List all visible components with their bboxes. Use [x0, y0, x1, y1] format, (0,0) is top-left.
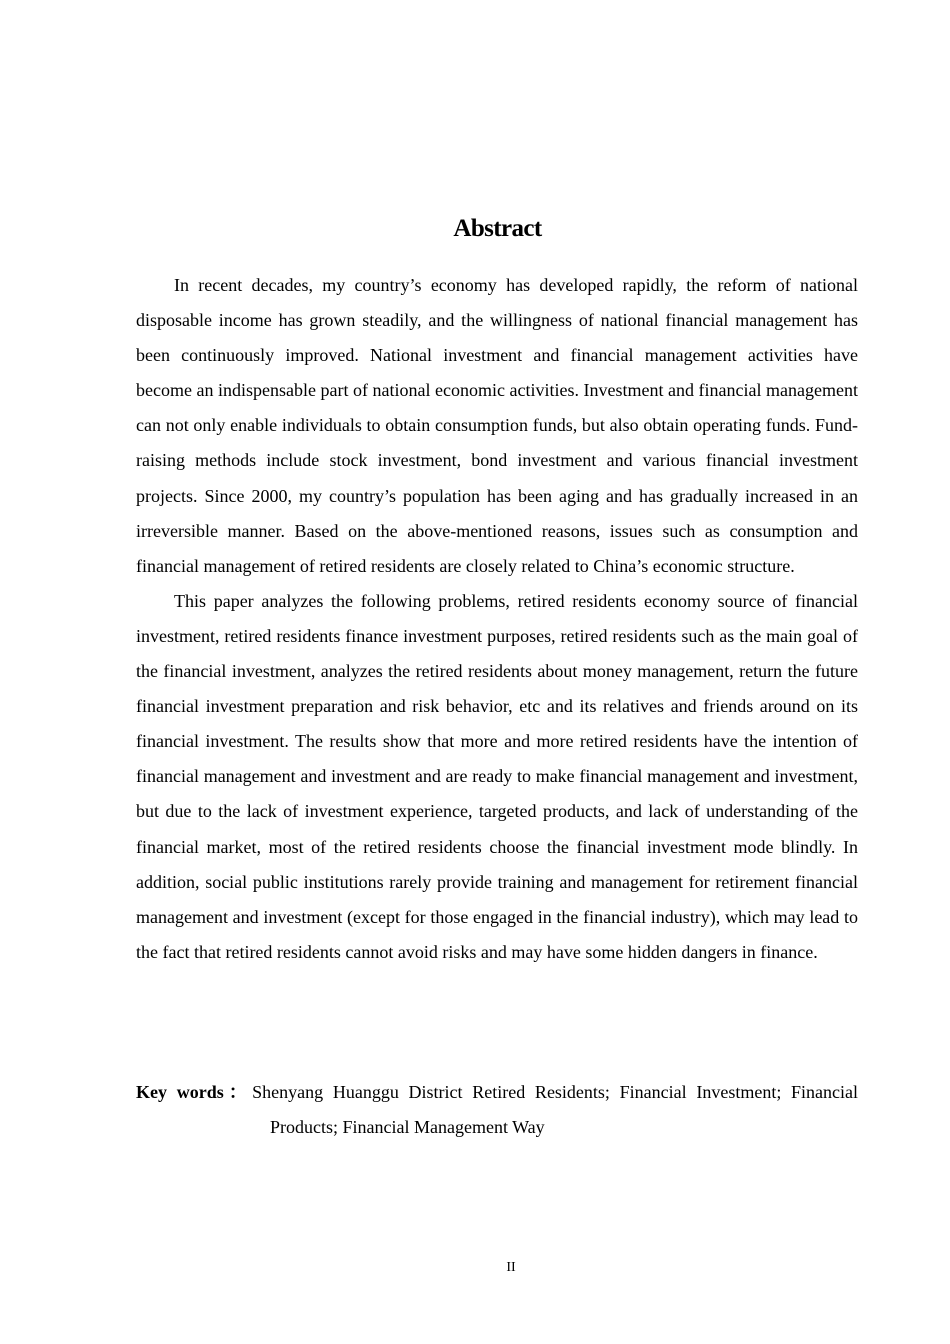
abstract-title: Abstract — [453, 215, 542, 242]
keywords-section — [136, 1075, 858, 1145]
keywords-label: Key words： — [136, 1082, 253, 1102]
keywords-text: Shenyang Huanggu District Retired Residents; Financial Investment; Financial Products; Financial Management Way — [252, 1082, 859, 1137]
abstract-paragraph-2: This paper analyzes the following problems, retired residents economy source of financial investment, retired residents finance investment purposes, retired residents such as the main goal of the financial investment, analyzes the retired residents about money management, return the future financial investment preparation and risk behavior, etc and its relatives and friends around on its financial investment. The results show that more and more retired residents have the intention of financial management and investment and are ready to make financial management and investment, but due to the lack of investment experience, targeted products, and lack of understanding of the financial market, most of the retired residents choose the financial investment mode blindly. In addition, social public institutions rarely provide training and management for retirement financial management and investment (except for those engaged in the financial industry), which may lead to the fact that retired residents cannot avoid risks and may have some hidden dangers in finance. — [136, 590, 858, 962]
abstract-body — [136, 268, 858, 970]
abstract-paragraph-1: In recent decades, my country’s economy has developed rapidly, the reform of national disposable income has grown steadily, and the willingness of national financial management has been continuously improved. National investment and financial management activities have become an indispensable part of national economic activities. Investment and financial management can not only enable individuals to obtain consumption funds, but also obtain operating funds. Fund-raising methods include stock investment, bond investment and various financial investment projects. Since 2000, my country’s population has been aging and has gradually increased in an irreversible manner. Based on the above-mentioned reasons, issues such as consumption and financial management of retired residents are closely related to China’s economic structure. — [136, 275, 858, 576]
page-number: II — [506, 1260, 516, 1275]
